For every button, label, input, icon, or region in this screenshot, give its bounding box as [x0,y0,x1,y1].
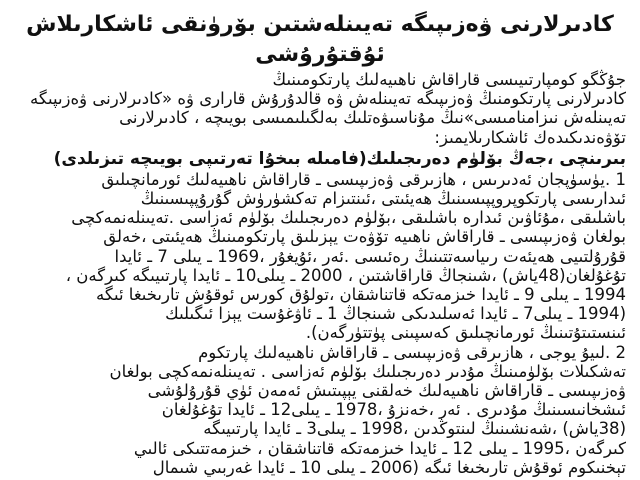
intro-line: كادىرلارنى پارتكومنىڭ ۋەزىپىگە تەيىنلەش ۋە قالدۇرۇش قارارى ۋە «كادىرلارنى ۋەزىپىگە [30,89,626,109]
intro-line: جۇڭگو كومپارتىيىسى قاراقاش ناھىيەلىك پارتكومىنىڭ [272,70,626,89]
paragraph-line: تۇغۇلغان(48ياش) ،شىنجاڭ قاراقاشتىن ، 2000 ـ يىلى10 ـ ئايدا پارتىيىگە كىرگەن ، [65,265,626,285]
person-2-paragraph [14,343,626,477]
paragraph-line: باشلىقى ،مۇئاۋىن ئىدارە باشلىقى ،بۆلۈم دەرىجىلىك بۆلۈم ئەزاسى .تەيىنلەنمەكچى [71,208,626,228]
person-1-paragraph [14,170,626,343]
intro-line: تۆۋەندىكىدەك ئاشكارىلايمىز: [434,127,626,147]
paragraph-line: 1 .يۈسۈپجان ئەدىرىس ، ھازىرقى ۋەزىپىسى ـ قاراقاش ناھىيەلىك ئورمانچىلىق [101,169,626,189]
paragraph-line: تەشكىلات بۆلۈمىنىڭ مۇدىر دەرىجىلىك بۆلۈم ئەزاسى . تەيىنلەنمەكچى بولغان [109,361,626,381]
paragraph-line: كىرگەن ،1995 ـ يىلى 12 ـ ئايدا خىزمەتكە قاتناشقان ، خىزمەتتىكى ئالىي [133,438,626,458]
paragraph-line: 1994 ـ يىلى 9 ـ ئايدا خىزمەتكە قاتناشقان ،تولۇق كورس ئوقۇش تارىخىغا ئىگە [96,285,626,305]
intro-line: تەيىنلەش نىزامنامىسى»نىڭ مۇناسىۋەتلىك بەلگىلىمىسى بويىچە ، كادىرلارنى [119,108,626,128]
paragraph-line: تېخنىكوم ئوقۇش تارىخىغا ئىگە (2006 ـ يىلى 10 ـ ئايدا غەربىي شىمال [152,457,626,477]
paragraph-line: قۇرۇلتىيى ھەيئەت رىياسەتتىنىڭ رەئىسى .ئەر ،ئۇيغۇر ،1969 ـ يىلى 7 ـ ئايدا [114,246,626,266]
paragraph-line: (1994 ـ يىلى7 ـ ئايدا ئەسلىدىكى شىنجاڭ 1 ـ ئاۋغۇست يېزا ئىگىلىك [165,304,626,324]
paragraph-line: ئىنستىتۇتىنىڭ ئورمانچىلىق كەسپىنى پۈتتۈرگەن). [305,323,626,343]
intro-paragraph [14,70,626,147]
paragraph-line: ۋەزىپىسى ـ قاراقاش ناھىيەلىك خەلقنى يېپىتىش ئەمەن ئۈي قۇرۇلۇشى [147,381,626,401]
document-title-line-2: ئۇقتۇرۇشى [255,42,385,67]
paragraph-line: (38ياش) ،شەنشىنىڭ لىنتوڭدىن ،1998 ـ يىلى3 ـ ئايدا پارتىيىگە [203,419,626,439]
paragraph-line: بولغان ۋەزىپىسى ـ قاراقاش ناھىيە تۆۋەت يېزىلىق پارتكومىنىڭ ھەيئىتى ،خەلق [103,227,626,247]
section-heading: بىرىنچى ،جەڭ بۆلۈم دەرىجىلىك(فامىلە بىخۇا تەرتىپى بويىچە تىزىلدى) [53,148,626,169]
paragraph-line: ئىدارىسى پارتكوپروپپىسىنىڭ ھەيئىتى ،ئىنتىزام تەكشۈرۈش گۇرۇپپىسىنىڭ [140,189,626,209]
document-title-line-1: كادىرلارنى ۋەزىپىگە تەيىنلەشتىن بۆرۈنقى ئاشكارىلاش [26,12,614,37]
paragraph-line: ئىشخانىسىنىڭ مۇدىرى . ئەر ،خەنزۇ ،1978 ـ يىلى12 ـ ئايدا تۇغۇلغان [161,400,626,420]
paragraph-line: 2 .لىيۇ يوجى ، ھازىرقى ۋەزىپىسى ـ قاراقاش ناھىيەلىك پارتكوم [198,342,626,362]
